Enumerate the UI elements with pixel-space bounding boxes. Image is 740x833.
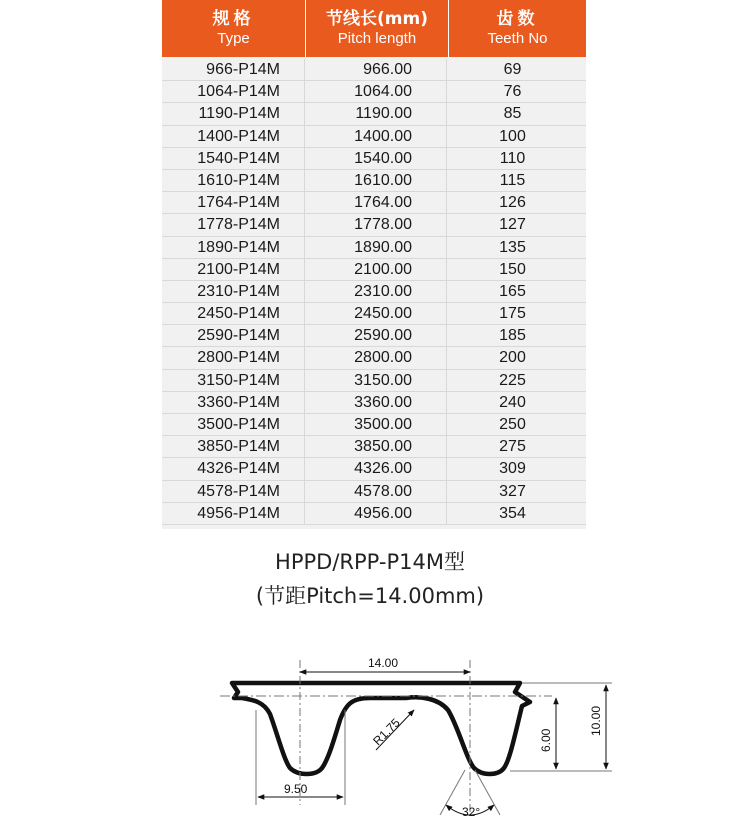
cell-teeth: 250: [499, 416, 526, 433]
cell-type: 3360-P14M: [162, 392, 305, 413]
table-row: [162, 325, 586, 347]
cell-teeth: 115: [499, 171, 526, 189]
header-type-en: Type: [217, 30, 250, 47]
header-type-cn: 规格: [212, 9, 255, 29]
table-row: [162, 192, 586, 214]
cell-length: 1540.00: [305, 148, 447, 169]
cell-length: 1190.00: [305, 103, 447, 124]
table-row: [162, 370, 586, 392]
table-row: [162, 481, 586, 503]
cell-type: 4956-P14M: [162, 503, 305, 524]
cell-teeth: 185: [499, 327, 526, 345]
cell-type: 4578-P14M: [162, 481, 305, 502]
table-row: [162, 170, 586, 192]
pitch-caption: (节距Pitch=14.00mm): [255, 584, 485, 608]
header-type: [162, 0, 306, 57]
cell-length: 3150.00: [305, 370, 447, 391]
cell-type: 2590-P14M: [162, 325, 305, 346]
tooth-profile-diagram: [200, 640, 620, 830]
cell-type: 1890-P14M: [162, 237, 305, 258]
cell-type: 1764-P14M: [162, 192, 305, 213]
table-row: [162, 259, 586, 281]
cell-length: 2590.00: [305, 325, 447, 346]
table-row: [162, 436, 586, 458]
cell-teeth: 200: [499, 349, 526, 367]
cell-length: 2800.00: [305, 347, 447, 368]
cell-length: 3360.00: [305, 392, 447, 413]
table-row: [162, 414, 586, 436]
cell-type: 2310-P14M: [162, 281, 305, 302]
table-row: [162, 303, 586, 325]
cell-type: 2450-P14M: [162, 303, 305, 324]
cell-length: 1064.00: [305, 81, 447, 102]
cell-teeth: 309: [499, 460, 526, 478]
cell-length: 1778.00: [305, 214, 447, 235]
cell-teeth: 126: [499, 194, 526, 212]
cell-teeth: 150: [499, 260, 526, 278]
cell-type: 1778-P14M: [162, 214, 305, 235]
table-header: [162, 0, 586, 57]
cell-length: 4326.00: [305, 458, 447, 479]
cell-length: 1890.00: [305, 237, 447, 258]
cell-teeth: 240: [499, 393, 526, 411]
cell-teeth: 76: [503, 83, 522, 101]
cell-type: 1610-P14M: [162, 170, 305, 191]
table-row: [162, 103, 586, 125]
cell-type: 2100-P14M: [162, 259, 305, 280]
cell-teeth: 127: [499, 216, 526, 234]
depth-dimension-label: 6.00: [539, 728, 553, 752]
model-caption: HPPD/RPP-P14M型: [275, 550, 465, 574]
radius-label: R1.75: [370, 715, 403, 749]
cell-length: 3500.00: [305, 414, 447, 435]
cell-length: 2450.00: [305, 303, 447, 324]
cell-teeth: 110: [499, 149, 526, 167]
pitch-dimension-label: 14.00: [368, 656, 399, 670]
cell-type: 1064-P14M: [162, 81, 305, 102]
cell-length: 3850.00: [305, 436, 447, 457]
cell-type: 2800-P14M: [162, 347, 305, 368]
cell-length: 1400.00: [305, 126, 447, 147]
belt-spec-table: [162, 0, 586, 529]
cell-type: 3850-P14M: [162, 436, 305, 457]
cell-length: 4956.00: [305, 503, 447, 524]
cell-teeth: 69: [503, 61, 522, 78]
cell-length: 2310.00: [305, 281, 447, 302]
cell-teeth: 275: [499, 438, 526, 456]
cell-type: 1540-P14M: [162, 148, 305, 169]
cell-type: 966-P14M: [162, 59, 305, 80]
cell-type: 1190-P14M: [162, 103, 305, 124]
cell-teeth: 100: [499, 127, 526, 145]
cell-length: 966.00: [305, 59, 447, 80]
cell-length: 4578.00: [305, 481, 447, 502]
header-pitch-length: [306, 0, 449, 57]
table-row: [162, 59, 586, 81]
cell-type: 4326-P14M: [162, 458, 305, 479]
angle-label: 32°: [462, 805, 481, 819]
table-row: [162, 281, 586, 303]
cell-teeth: 327: [499, 482, 526, 500]
cell-type: 3500-P14M: [162, 414, 305, 435]
table-body: [162, 57, 586, 525]
height-dimension-label: 10.00: [589, 705, 603, 736]
cell-teeth: 354: [499, 504, 526, 522]
table-row: [162, 503, 586, 525]
cell-type: 3150-P14M: [162, 370, 305, 391]
table-row: [162, 347, 586, 369]
table-row: [162, 214, 586, 236]
table-row: [162, 126, 586, 148]
header-pitch-length-en: Pitch length: [337, 30, 417, 47]
cell-teeth: 165: [499, 282, 526, 300]
table-row: [162, 237, 586, 259]
header-teeth-no: [449, 0, 586, 57]
header-pitch-length-cn: 节线长(mm): [326, 9, 428, 29]
cell-teeth: 85: [503, 105, 522, 123]
table-row: [162, 458, 586, 480]
cell-teeth: 225: [499, 371, 526, 389]
header-teeth-cn: 齿数: [496, 9, 539, 29]
width-dimension-label: 9.50: [284, 782, 308, 796]
cell-length: 1610.00: [305, 170, 447, 191]
cell-length: 1764.00: [305, 192, 447, 213]
header-teeth-en: Teeth No: [487, 30, 548, 47]
table-row: [162, 81, 586, 103]
cell-type: 1400-P14M: [162, 126, 305, 147]
cell-teeth: 135: [499, 238, 526, 256]
cell-length: 2100.00: [305, 259, 447, 280]
table-row: [162, 148, 586, 170]
cell-teeth: 175: [499, 305, 526, 323]
table-row: [162, 392, 586, 414]
